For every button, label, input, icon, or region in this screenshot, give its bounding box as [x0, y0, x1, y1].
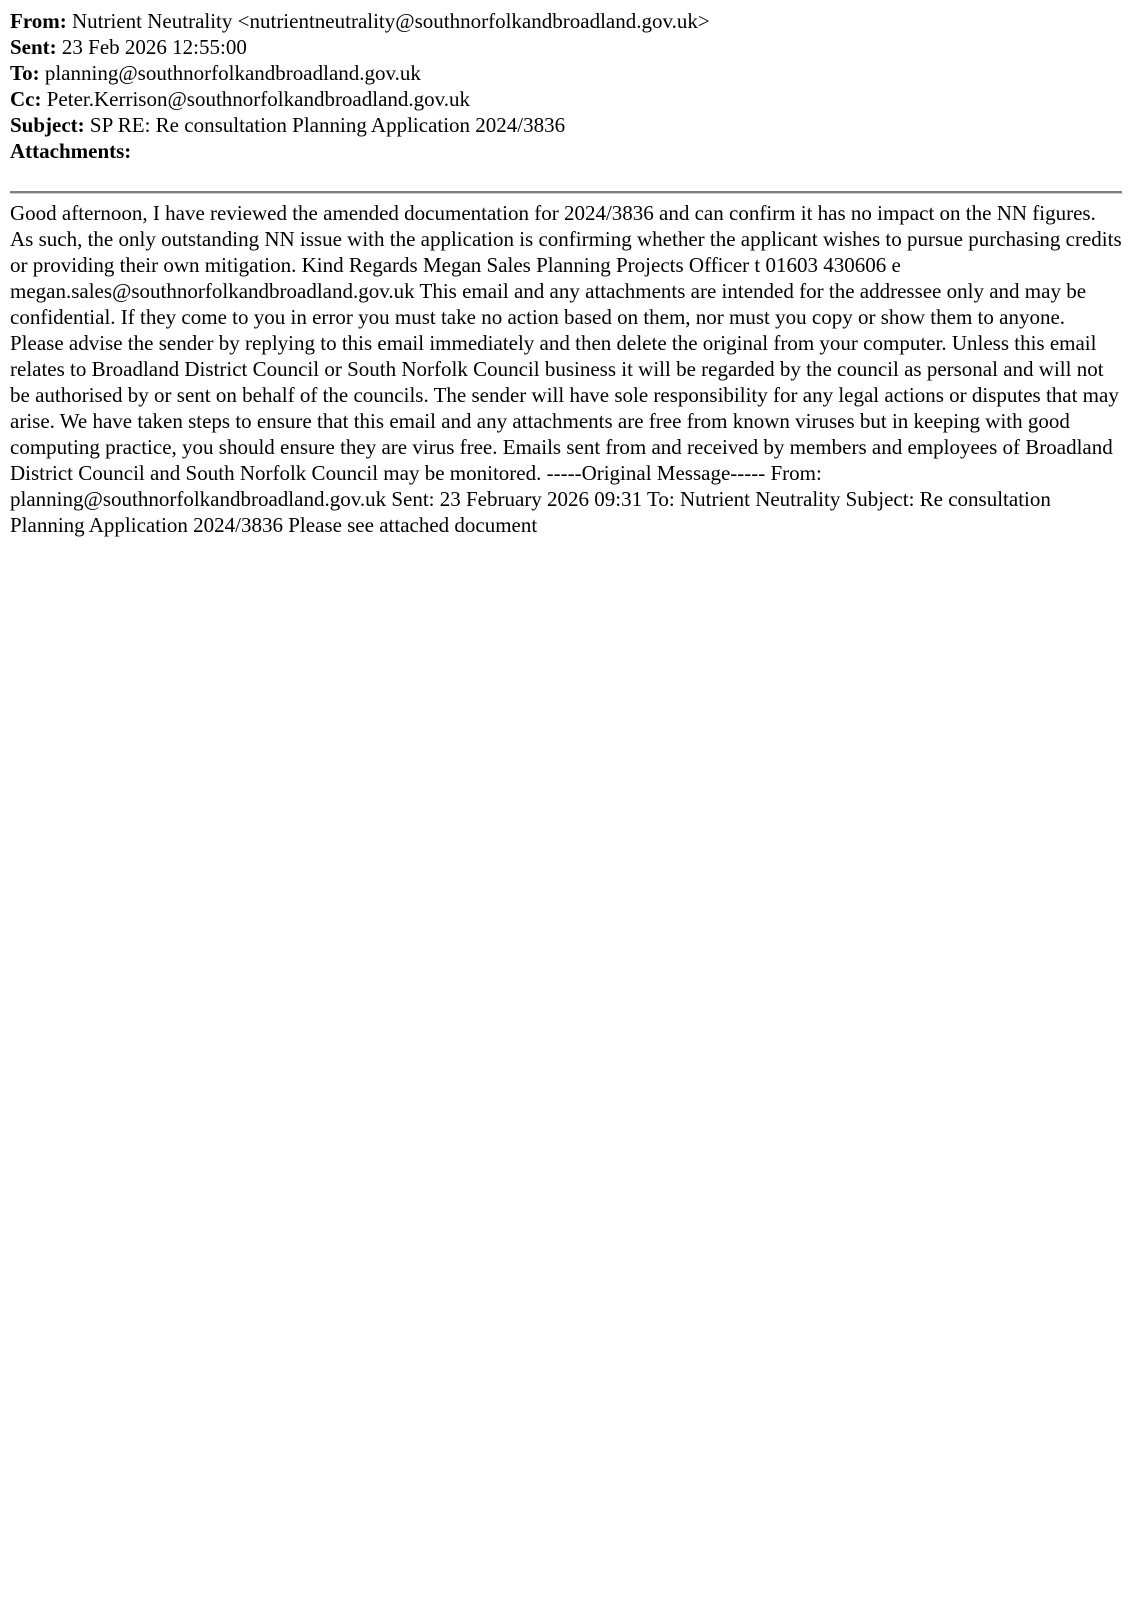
- attachments-row: [10, 138, 1122, 164]
- cc-label: Cc:: [10, 87, 42, 111]
- sent-row: [10, 34, 1122, 60]
- sent-value: 23 Feb 2026 12:55:00: [61, 35, 247, 59]
- to-label: To:: [10, 61, 40, 85]
- subject-value: SP RE: Re consultation Planning Application 2024/3836: [89, 113, 566, 137]
- cc-row: [10, 86, 1122, 112]
- from-label: From:: [10, 9, 67, 33]
- subject-label: Subject:: [10, 113, 85, 137]
- email-body: Good afternoon, I have reviewed the amended documentation for 2024/3836 and can confirm it has no impact on the NN figures. As such, the only outstanding NN issue with the application is confirming whether the applicant wishes to pursue purchasing credits or providing their own mitigation. Kind Regards Megan Sales Planning Projects Officer t 01603 430606 e megan.sales@southnorfolkandbroadland.gov.uk This email and any attachments are intended for the addressee only and may be confidential. If they come to you in error you must take no action based on them, nor must you copy or show them to anyone. Please advise the sender by replying to this email immediately and then delete the original from your computer. Unless this email relates to Broadland District Council or South Norfolk Council business it will be regarded by the council as personal and will not be authorised by or sent on behalf of the councils. The sender will have sole responsibility for any legal actions or disputes that may arise. We have taken steps to ensure that this email and any attachments are free from known viruses but in keeping with good computing practice, you should ensure they are virus free. Emails sent from and received by members and employees of Broadland District Council and South Norfolk Council may be monitored. -----Original Message----- From: planning@southnorfolkandbroadland.gov.uk Sent: 23 February 2026 09:31 To: Nutrient Neutrality Subject: Re consultation Planning Application 2024/3836 Please see attached document: [10, 201, 1122, 537]
- attachments-label: Attachments:: [10, 139, 132, 163]
- subject-row: [10, 112, 1122, 138]
- to-value: planning@southnorfolkandbroadland.gov.uk: [44, 61, 421, 85]
- sent-label: Sent:: [10, 35, 57, 59]
- from-value: Nutrient Neutrality <nutrientneutrality@southnorfolkandbroadland.gov.uk>: [72, 9, 710, 33]
- from-row: [10, 8, 1122, 34]
- cc-value: Peter.Kerrison@southnorfolkandbroadland.gov.uk: [46, 87, 471, 111]
- header-divider: [10, 191, 1122, 194]
- to-row: [10, 60, 1122, 86]
- email-header: [10, 8, 1122, 164]
- email-page: [10, 8, 1122, 538]
